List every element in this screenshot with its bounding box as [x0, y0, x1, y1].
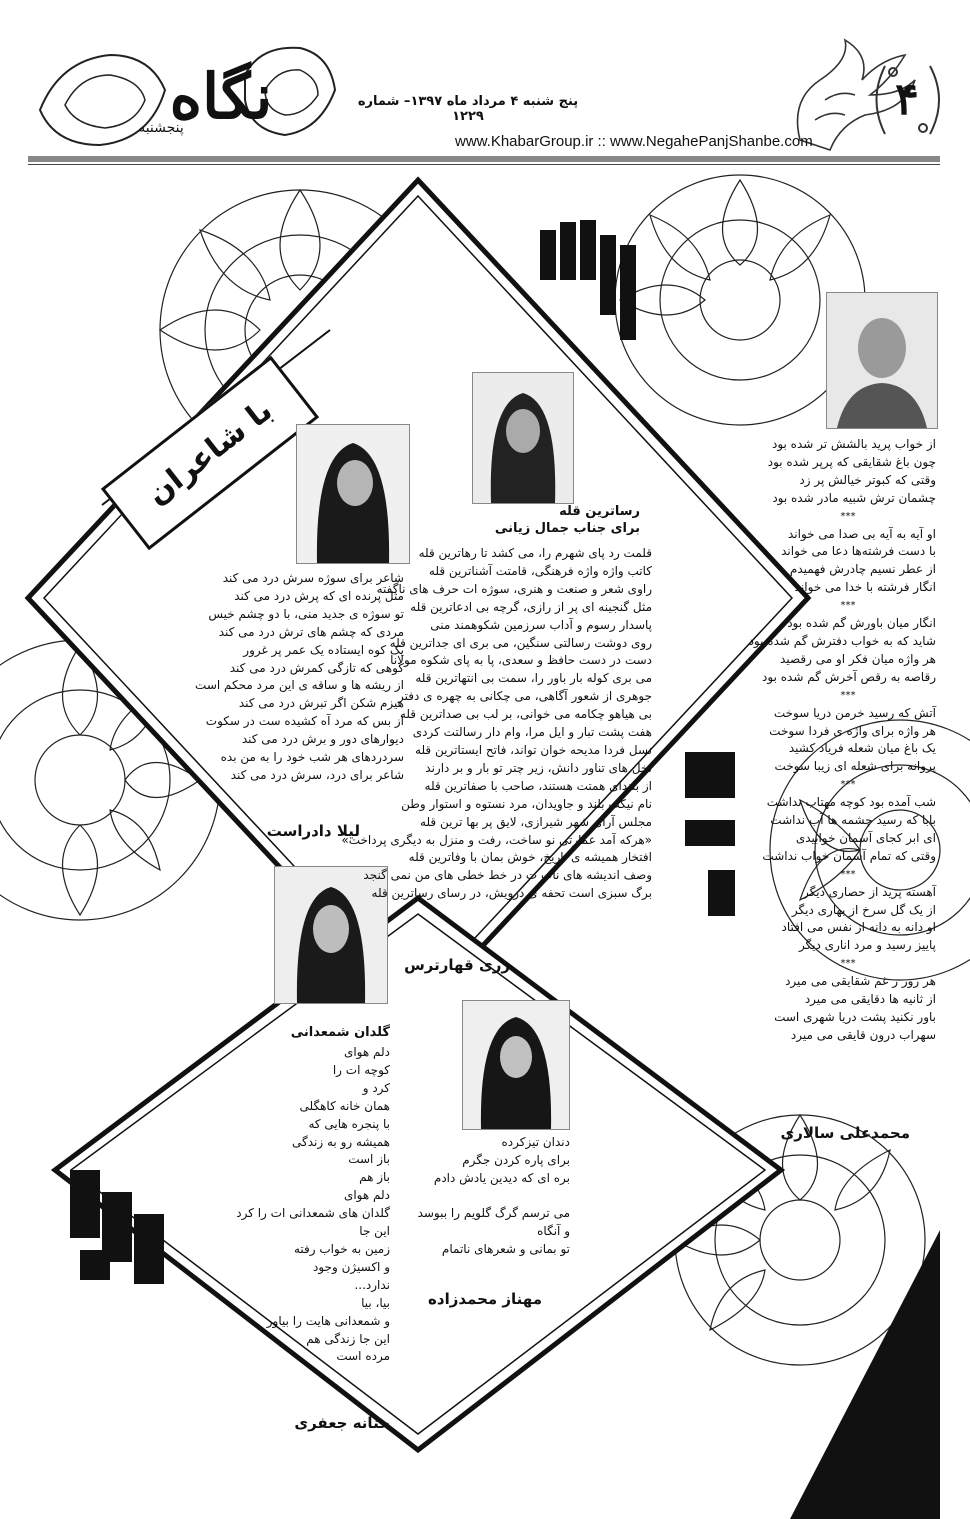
author-name-jafari-visible: حنانه جعفری: [294, 1414, 390, 1432]
author-name-dadrast: لیلا دادراست: [266, 822, 360, 840]
masthead-subtitle: پنجشنبه: [138, 120, 184, 136]
author-photo-salari: [826, 292, 938, 429]
poem-salari: از خواب پرید بالشش تر شده بود چون باغ شقایقی که پرپر شده بود وقتی که کبوتر خیالش پر زد چشمان ترش شبیه مادر شده بود *** او آیه به آیه بی صدا می خواند با دست فرشته‌ها دعا می خواند از عطر نسیم چادرش فهمیدم انگار فرشته با خدا می خواند *** انگار میان باورش گم شده بود شاید که به خواب دفترش گم شده بود هر واژه میان فکر او می رقصید رقاصه به رقص آخرش گم شده بود *** آتش که رسید خرمن دریا سوخت هر واژه برای واژه ی فردا سوخت یک باغ میان شعله فریاد کشید پروانه برای شعله ای زیبا سوخت *** شب آمده بود کوچه مهتاب نداشت بابا که رسید چشمه ها آب نداشت ای ابر کجای آسمان خوابیدی وقتی که تمام آسمان خواب نداشت *** آهسته پرید از حصاری دیگر از یک گل سرخ از بهاری دیگر او دانه به دانه از نفس می افتاد پاییز رسید و مرد اناری دیگر *** هر روز ز غم شقایقی می میرد از ثانیه ها دقایقی می میرد باور نکنید پشت دریا شهری است سهراب درون قایقی می میرد: [748, 437, 936, 1042]
stanza-separator: ***: [840, 958, 856, 970]
author-name-mohammadzadeh: مهناز محمدزاده: [428, 1290, 542, 1308]
poem-title-jafari: گلدان شمعدانی: [290, 1025, 390, 1040]
author-name-salari: محمدعلی سالاری: [780, 1124, 910, 1142]
website-urls: www.KhabarGroup.ir :: www.NegahePanjShanbe.com: [455, 133, 813, 150]
issue-date: پنج شنبه ۴ مرداد ماه ۱۳۹۷– شماره ۱۲۲۹: [357, 94, 579, 124]
stanza-separator: ***: [840, 510, 856, 522]
author-photo-dadrast: [296, 424, 410, 564]
poem-mohammadzadeh: دندان تیزکرده برای پاره کردن جگرم بره ای که دیدین یادش دادم می ترسم گرگ گلویم را ببوسد و آنگاه تو بمانی و شعرهای ناتمام: [417, 1135, 570, 1256]
header-rule: [28, 156, 940, 162]
stanza-separator: ***: [840, 600, 856, 612]
author-photo-mohammadzadeh: [462, 1000, 570, 1130]
author-photo-ghahartars: [472, 372, 574, 504]
stanza-separator: ***: [840, 689, 856, 701]
header-rule-thin: [28, 164, 940, 165]
author-photo-jafari: [274, 866, 388, 1004]
masthead-logo: نگاه: [169, 60, 273, 133]
author-name-ghahartars: زری قهارترس: [404, 956, 510, 974]
section-banner: با شاعران: [101, 356, 319, 550]
poem-dadrast: شاعر برای سوژه سرش درد می کند مثل پرنده ای که پرش درد می کند تو سوژه ی جدید منی، با دو چشم خیس مردی که چشم های ترش درد می کند یک کوه ایستاده یک عمر پر غرور کوهی که تازگی کمرش درد می کند از ریشه ها و ساقه ی این مرد محکم است هیزم شکن اگر تبرش درد می کند از بس که مرد آه کشیده ست در سکوت دیوارهای دور و برش درد می کند سردردهای هر شب خود را به من بده شاعر برای درد، سرش درد می کند: [195, 571, 404, 782]
stanza-separator: ***: [840, 868, 856, 880]
poem-ghahartars: قلمت رد پای شهرم را، می کشد تا رهاترین قله کاتب واژه واژه فرهنگی، قامتت آشناترین قله راوی شعر و صنعت و هنری، سوژه ات حرف های ناگفته مثل گنجینه ای پر از رازی، گرچه بی ادعاترین قله پاسدار رسوم و آداب سرزمین شکوهمند منی روی دوشت رسالتی سنگین، می بری ای جداترین قله دست در دست حافظ و سعدی، پا به پای شکوه مولانا می بری کوله بار باور را، سمت بی انتهاترین قله جوهری از شعور آگاهی، می چکانی به چهره ی دفتر بی هیاهو چکامه می خوانی، بر لب بی صداترین قله هفت پشت تبار و ایل مرا، وام دار رسالتت کردی نسل فردا مدیحه خوان تواند، فاتح ایستاترین قله نخل های تناور دانش، زیر چتر تو بار و بر دارند از بلندای همتت هستند، صاحب با صفاترین قله نام نیکت بلند و جاویدان، مرد نستوه و استوار وطن مجلس آرای شهر شیرازی، لایق پر بها ترین قله «هرکه آمد عمارتی نو ساخت، رفت و منزل به دیگری پرداخت» افتخار همیشه ی تاریخ، خوش بمان با وفاترین قله وصف اندیشه های ناب ت در خط خطی های من نمی گنجد برگ سبزی است تحفه ی درویش، در رسای رساترین قله: [341, 546, 652, 901]
poem-jafari: دلم هوای کوچه ات را کرد و همان خانه کاهگلی با پنجره هایی که همیشه رو به زندگی باز است باز هم دلم هوای گلدان های شمعدانی ات را کرد این جا زمین به خواب رفته و اکسیژن وجود ندارد... بیا، بیا و شمعدانی هایت را بیاور این جا زندگی هم مرده است: [236, 1045, 390, 1364]
stanza-separator: ***: [840, 779, 856, 791]
poem-title-ghahartars: رساترین قله برای جناب جمال زیانی: [494, 504, 640, 536]
page-number: ۴: [895, 74, 919, 125]
